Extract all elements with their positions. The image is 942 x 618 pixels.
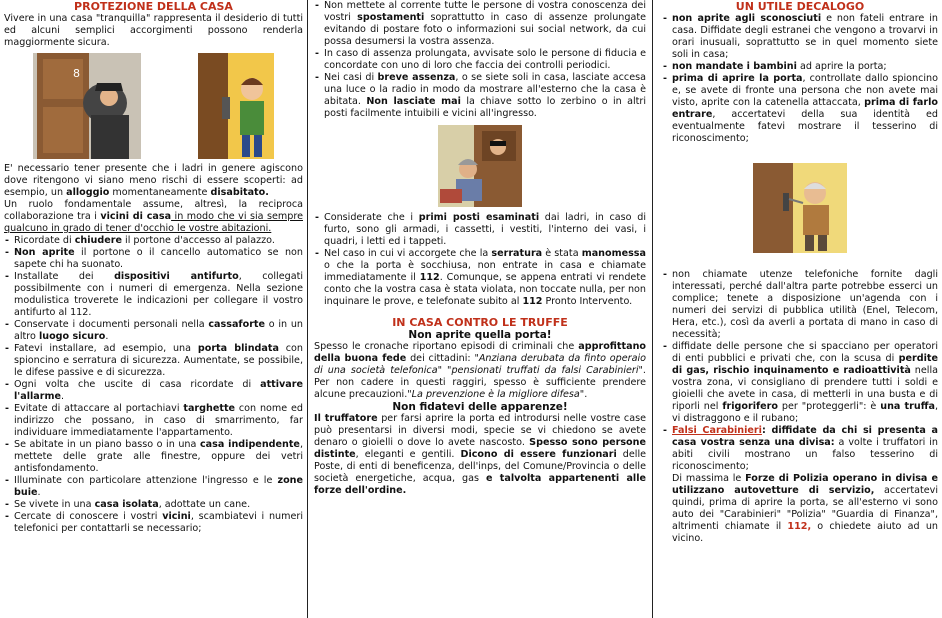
list-item: - Installate dei dispositivi antifurto, collegati possibilmente con i numeri di emergenza. Nella sezione modulistica troverete le indicazioni per collegare il vostro antifurto al 112. <box>4 271 303 319</box>
list-item: - prima di aprire la porta, controllate dallo spioncino e, se avete di fronte una persona che non avete mai visto, aprite con la catenella attaccata, prima di farlo entrare, accertatevi della sua identità ed eventualmente fatevi mostrare il tesserino di riconoscimento; <box>662 73 938 145</box>
column-protezione <box>0 0 307 618</box>
list-item: - Cercate di conoscere i vostri vicini, scambiatevi i numeri telefonici per contattarli se necessario; <box>4 511 303 535</box>
intro-text: Vivere in una casa "tranquilla" rappresenta il desiderio di tutti ed alcuni semplici accorgimenti possono renderla maggiormente sicura. <box>4 13 303 48</box>
list-item: - Considerate che i primi posti esaminati dai ladri, in caso di furto, sono gli armadi, i cassetti, i vestiti, l'interno dei vasi, i quadri, i letti ed i tappeti. <box>314 212 646 248</box>
list-item: - Nel caso in cui vi accorgete che la serratura è stata manomessa o che la porta è socchiusa, non entrate in casa e chiamate immediatamente il 112. Comunque, se appena entrati vi rendete conto che la vostra casa è stata violata, non toccate nulla, per non inquinare le prove, e telefonate subito al 112 Pronto Intervento. <box>314 248 646 308</box>
paragraph-vicini: Un ruolo fondamentale assume, altresì, la reciproca collaborazione tra i vicini di casa in modo che vi sia sempre qualcuno in grado di tener d'occhio le vostre abitazioni. <box>4 199 303 234</box>
list-item: - In caso di assenza prolungata, avvisate solo le persone di fiducia e concordate con uno di loro che faccia dei controlli periodici. <box>314 48 646 72</box>
subtitle-apparenze: Non fidatevi delle apparenze! <box>392 401 568 413</box>
list-item: - Conservate i documenti personali nella cassaforte o in un altro luogo sicuro. <box>4 319 303 343</box>
thief-closet-illustration <box>438 125 522 207</box>
column-divider <box>307 0 308 618</box>
list-item: - Se vivete in una casa isolata, adottate un cane. <box>4 499 303 511</box>
paragraph-forze-polizia: Di massima le Forze di Polizia operano in divisa e utilizzano autovetture di servizio, accertatevi quindi, prima di aprire la porta, se all'esterno vi sono auto dei "Carabinieri" "Polizia" "Guardia di Finanza", altrimenti chiamate il 112, o chiedete aiuto ad un vicino. <box>672 473 939 544</box>
section-title-truffe: IN CASA CONTRO LE TRUFFE <box>392 316 568 329</box>
paragraph-truffatore: Il truffatore per farsi aprire la porta ed introdursi nelle vostre case può presentarsi in diversi modi, specie se vi chiedono se avete denaro o gioielli o dove lo avete nascosto. Spesso sono persone distinte, eleganti e gentili. Dicono di essere funzionari delle Poste, di enti di beneficenza, dell'inps, del Comune/Provincia o delle società energetiche, acqua, gas e talvolta appartenenti alle forze dell'ordine. <box>314 413 647 496</box>
illustration-row <box>662 163 938 255</box>
list-furto <box>314 212 646 308</box>
list-item: - non mandate i bambini ad aprire la porta; <box>662 61 938 73</box>
illustration-row <box>314 125 646 209</box>
list-item: - Nei casi di breve assenza, o se siete soli in casa, lasciate accesa una luce o la radio in modo da mostrare all'esterno che la casa è abitata. Non lasciate mai la chiave sotto lo zerbino o in altri posti facilmente intuibili e vicini all'ingresso. <box>314 72 646 120</box>
list-assenze <box>314 0 646 120</box>
list-item: - non chiamate utenze telefoniche fornite dagli interessati, perché dall'altra parte potrebbe esserci un complice; tenete a disposizione un'agenda con i numeri dei servizi di pubblica utilità (Enel, Telecom, Hera, etc.), così da averli a portata di mano in caso di necessità; <box>662 269 938 341</box>
section-title-protezione: PROTEZIONE DELLA CASA <box>74 0 233 13</box>
list-item: - Fatevi installare, ad esempio, una porta blindata con spioncino e serratura di sicurezza. Aumentate, se possibile, le difese passive e di sicurezza. <box>4 343 303 379</box>
burglar-door-illustration <box>33 53 141 159</box>
column-truffe <box>310 0 650 618</box>
svg-text:8: 8 <box>72 67 80 80</box>
list-item: - Se abitate in un piano basso o in una casa indipendente, mettete delle grate alle finestre, oppure dei vetri antisfondamento. <box>4 439 303 475</box>
list-protezione <box>4 235 303 535</box>
list-decalogo-bottom <box>662 269 938 473</box>
column-decalogo <box>656 0 942 618</box>
column-divider <box>652 0 653 618</box>
list-item: - non aprite agli sconosciuti e non fateli entrare in casa. Diffidate degli estranei che vengono a trovarvi in orari inusuali, soprattutto se in quel momento siete soli in casa; <box>662 13 938 61</box>
paragraph-cronache: Spesso le cronache riportano episodi di criminali che approfittano della buona fede dei cittadini: "Anziana derubata da finto operaio di una società telefonica" "pensionati truffati da falsi Carabinieri". Per non cadere in questi raggiri, spesso è sufficiente prendere alcune precauzioni."La prevenzione è la migliore difesa". <box>314 341 646 400</box>
list-decalogo-top <box>662 13 938 145</box>
list-item: - Non mettete al corrente tutte le persone di vostra conoscenza dei vostri spostamenti soprattutto in caso di assenze prolungate evitando di postare foto o informazioni sui social network, da cui possa desumersi la vostra assenza. <box>314 0 646 48</box>
list-item: - Falsi Carabinieri: diffidate da chi si presenta a casa vostra senza una divisa: a volte i truffatori in abiti civili mostrano un falso tesserino di riconoscimento; <box>662 425 938 473</box>
paragraph-ladri: E' necessario tener presente che i ladri in genere agiscono dove ritengono vi siano meno rischi di essere scoperti: ad esempio, un alloggio momentaneamente disabitato. <box>4 163 303 198</box>
list-item: - Evitate di attaccare al portachiavi targhette con nome ed indirizzo che possano, in caso di smarrimento, far individuare immediatamente l'appartamento. <box>4 403 303 439</box>
child-door-illustration <box>198 53 274 159</box>
list-item: - Ogni volta che uscite di casa ricordate di attivare l'allarme. <box>4 379 303 403</box>
list-item: - Illuminate con particolare attenzione l'ingresso e le zone buie. <box>4 475 303 499</box>
old-man-door-illustration <box>753 163 847 253</box>
list-item: - Ricordate di chiudere il portone d'accesso al palazzo. <box>4 235 303 247</box>
section-title-decalogo: UN UTILE DECALOGO <box>735 0 865 13</box>
subtitle-non-aprite: Non aprite quella porta! <box>408 329 552 341</box>
list-item: - Non aprite il portone o il cancello automatico se non sapete chi ha suonato. <box>4 247 303 271</box>
illustrations-row <box>4 53 303 161</box>
list-item: - diffidate delle persone che si spacciano per operatori di enti pubblici e privati che, con la scusa di perdite di gas, rischio inquinamento e radioattività nella vostra zona, vi consigliano di prendere tutti i soldi e gioielli che avete in casa, di metterli in una busta e di riporli nel frigorifero per "proteggerli": è una truffa, vi distraggono e il rubano; <box>662 341 938 425</box>
